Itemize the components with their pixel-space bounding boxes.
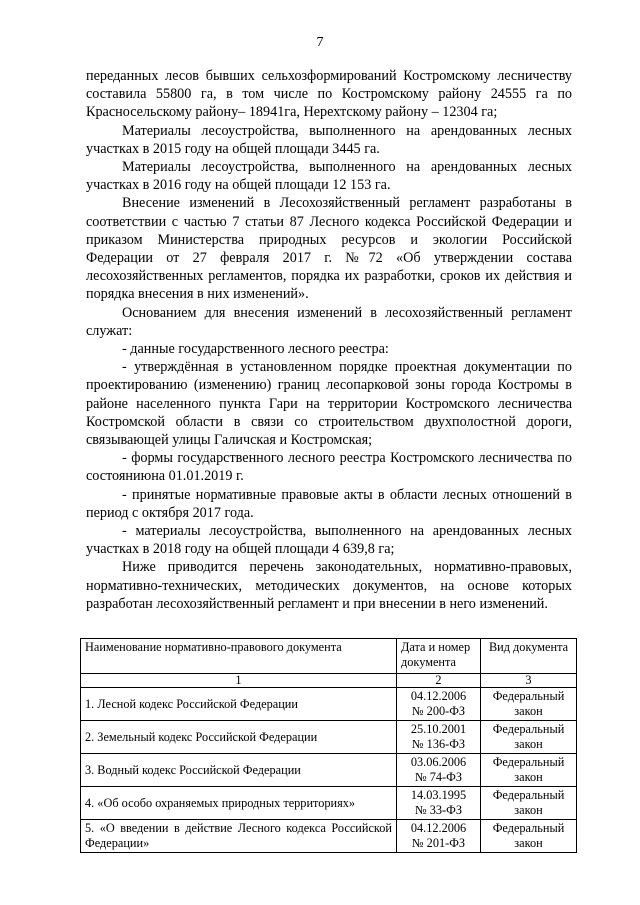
document-date: 25.10.2001 <box>410 722 467 737</box>
column-number: 2 <box>397 674 481 688</box>
paragraph: - данные государственного лесного реестра: <box>122 341 389 358</box>
paragraph: - утверждённая в установленном порядке проектная документации по проектированию (изменению) границ лесопарковой зоны города Костромы в районе населенного пункта Гари на территории Костромского лесничества Костромской области в связи со строительством двухполостной дороги, связывающей улицы Галичская и Костромская; <box>86 359 572 449</box>
column-number-row <box>81 674 577 688</box>
header-document-name: Наименование нормативно-правового документа <box>81 639 397 674</box>
regulations-table <box>80 638 577 853</box>
document-kind: Федеральный закон <box>481 754 577 787</box>
document-number: № 201-ФЗ <box>411 836 466 850</box>
paragraph: Основанием для внесения изменений в лесохозяйственный регламент служат: <box>86 304 572 339</box>
table-row <box>81 754 577 787</box>
document-number: № 200-ФЗ <box>411 704 466 718</box>
document-name: 4. «Об особо охраняемых природных территориях» <box>81 787 397 820</box>
document-date-number <box>397 721 481 754</box>
document-date: 04.12.2006 <box>410 821 467 836</box>
document-kind: Федеральный закон <box>481 820 577 853</box>
paragraph: Материалы лесоустройства, выполненного на арендованных лесных участках в 2015 году на общей площади 3445 га. <box>86 122 572 157</box>
document-kind: Федеральный закон <box>481 721 577 754</box>
paragraph: Материалы лесоустройства, выполненного на арендованных лесных участках в 2016 году на общей площади 12 153 га. <box>86 159 572 194</box>
table-header-row <box>81 639 577 674</box>
paragraph: - принятые нормативные правовые акты в области лесных отношений в период с октября 2017 года. <box>86 486 572 521</box>
body-text <box>86 67 572 613</box>
document-date-number <box>397 688 481 721</box>
document-date: 14.03.1995 <box>410 788 467 803</box>
document-number: № 33-ФЗ <box>414 803 463 817</box>
header-document-kind: Вид документа <box>481 639 577 674</box>
document-name: 2. Земельный кодекс Российской Федерации <box>81 721 397 754</box>
document-date: 03.06.2006 <box>410 755 467 770</box>
paragraph: Внесение изменений в Лесохозяйственный регламент разработаны в соответствии с частью 7 статьи 87 Лесного кодекса Российской Федерации и приказом Министерства природных ресурсов и экологии Российской Федерации от 27 февраля 2017 г. №72 «Об утверждении состава лесохозяйственных регламентов, порядка их разработки, сроков их действия и порядка внесения в них изменений». <box>86 195 572 303</box>
table-row <box>81 721 577 754</box>
document-name: 3. Водный кодекс Российской Федерации <box>81 754 397 787</box>
document-date-number <box>397 820 481 853</box>
header-date-number: Дата и номер документа <box>397 639 481 674</box>
document-date-number <box>397 754 481 787</box>
document-kind: Федеральный закон <box>481 688 577 721</box>
paragraph: - формы государственного лесного реестра Костромского лесничества по состояниюна 01.01.2019 г. <box>86 450 572 485</box>
column-number: 1 <box>81 674 397 688</box>
document-kind: Федеральный закон <box>481 787 577 820</box>
document-name: 5. «О введении в действие Лесного кодекса Российской Федерации» <box>81 820 397 853</box>
table-row <box>81 688 577 721</box>
table-row <box>81 820 577 853</box>
paragraph: - материалы лесоустройства, выполненного на арендованных лесных участках в 2018 году на общей площади 4 639,8 га; <box>86 523 572 558</box>
page-number: 7 <box>316 35 324 50</box>
paragraph: Ниже приводится перечень законодательных, нормативно-правовых, нормативно-технических, методических документов, на основе которых разработан лесохозяйственный регламент и при внесении в него изменений. <box>86 559 572 612</box>
document-number: № 136-ФЗ <box>411 737 466 751</box>
paragraph: переданных лесов бывших сельхозформирований Костромскому лесничеству составила 55800 га, в том числе по Костромскому району 24555 га по Красносельскому району– 18941га, Нерехтскому району – 12304 га; <box>86 68 572 121</box>
document-date-number <box>397 787 481 820</box>
document-date: 04.12.2006 <box>410 689 467 704</box>
document-number: № 74-ФЗ <box>414 770 463 784</box>
table-row <box>81 787 577 820</box>
column-number: 3 <box>481 674 577 688</box>
document-name: 1. Лесной кодекс Российской Федерации <box>81 688 397 721</box>
